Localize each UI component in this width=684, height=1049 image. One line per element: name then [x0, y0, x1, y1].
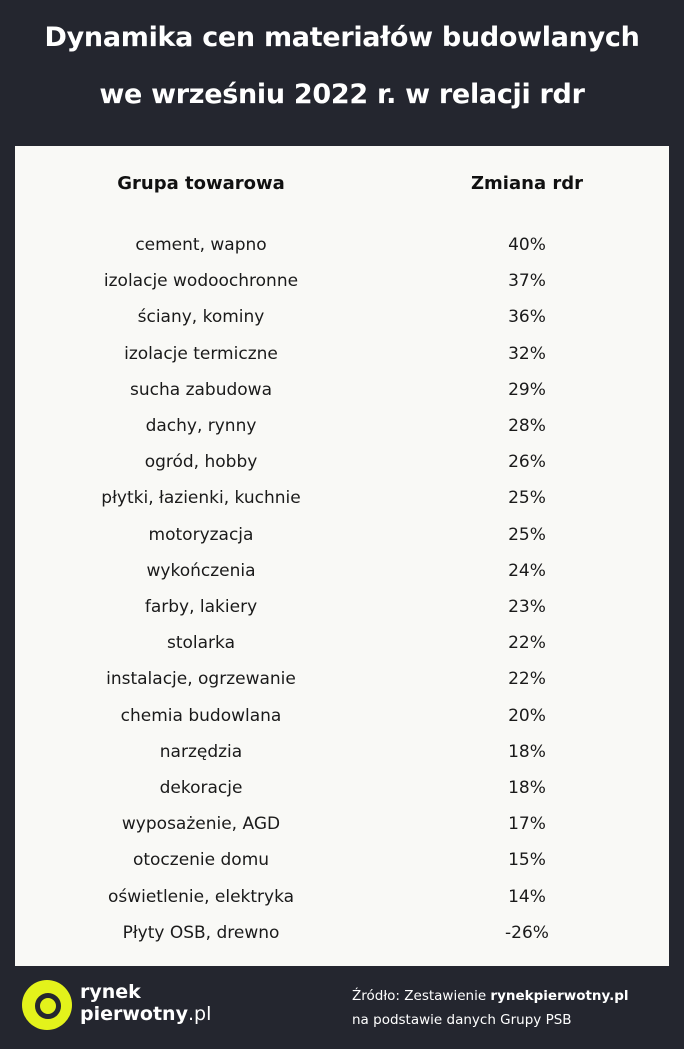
source-line1: [352, 988, 629, 1004]
row-group-name: ogród, hobby: [144, 452, 258, 472]
row-group-name: ściany, kominy: [137, 307, 265, 327]
table-row: [0, 778, 684, 808]
row-group-name: dachy, rynny: [145, 416, 257, 436]
row-change-value: 15%: [508, 850, 546, 870]
page-subtitle: we wrześniu 2022 r. w relacji rdr: [99, 79, 585, 110]
column-header-group: Grupa towarowa: [117, 173, 285, 194]
row-change-value: 22%: [508, 669, 546, 689]
table-row: [0, 380, 684, 410]
row-group-name: dekoracje: [159, 778, 243, 798]
row-change-value: 25%: [508, 525, 546, 545]
table-row: [0, 452, 684, 482]
table-row: [0, 525, 684, 555]
row-change-value: 20%: [508, 706, 546, 726]
row-group-name: sucha zabudowa: [130, 380, 272, 400]
source-prefix: Źródło: Zestawienie: [352, 988, 491, 1004]
row-change-value: 18%: [508, 778, 546, 798]
table-row: [0, 887, 684, 917]
row-group-name: farby, lakiery: [144, 597, 258, 617]
logo-ring-icon: [35, 993, 61, 1019]
row-change-value: 24%: [508, 561, 546, 581]
row-change-value: 40%: [508, 235, 546, 255]
row-group-name: Płyty OSB, drewno: [122, 923, 280, 943]
table-row: [0, 850, 684, 880]
table-row: [0, 706, 684, 736]
row-group-name: cement, wapno: [135, 235, 267, 255]
row-change-value: 28%: [508, 416, 546, 436]
table-row: [0, 344, 684, 374]
table-row: [0, 633, 684, 663]
row-change-value: 25%: [508, 488, 546, 508]
table-row: [0, 307, 684, 337]
row-change-value: 17%: [508, 814, 546, 834]
table-row: [0, 923, 684, 953]
logo-text-line1: rynek: [80, 981, 141, 1003]
table-row: [0, 742, 684, 772]
logo-text-line2: [80, 1003, 211, 1025]
logo-circle-icon: [22, 980, 72, 1030]
logo-text-bold: pierwotny: [80, 1003, 188, 1025]
row-group-name: wykończenia: [146, 561, 256, 581]
row-change-value: -26%: [505, 923, 549, 943]
row-change-value: 32%: [508, 344, 546, 364]
row-change-value: 18%: [508, 742, 546, 762]
table-row: [0, 597, 684, 627]
table-row: [0, 235, 684, 265]
table-row: [0, 488, 684, 518]
row-group-name: izolacje termiczne: [124, 344, 278, 364]
row-change-value: 22%: [508, 633, 546, 653]
column-header-change: Zmiana rdr: [471, 173, 583, 194]
row-group-name: chemia budowlana: [120, 706, 282, 726]
source-site: rynekpierwotny.pl: [490, 988, 629, 1004]
table-row: [0, 416, 684, 446]
row-change-value: 23%: [508, 597, 546, 617]
table-row: [0, 561, 684, 591]
row-group-name: płytki, łazienki, kuchnie: [101, 488, 301, 508]
logo-text-suffix: .pl: [187, 1003, 212, 1025]
row-group-name: narzędzia: [159, 742, 243, 762]
source-line2: na podstawie danych Grupy PSB: [352, 1012, 572, 1028]
table-row: [0, 669, 684, 699]
row-change-value: 26%: [508, 452, 546, 472]
row-change-value: 36%: [508, 307, 546, 327]
page-title: Dynamika cen materiałów budowlanych: [44, 22, 640, 53]
row-group-name: otoczenie domu: [132, 850, 270, 870]
row-group-name: stolarka: [166, 633, 236, 653]
row-group-name: instalacje, ogrzewanie: [106, 669, 296, 689]
row-group-name: izolacje wodoochronne: [103, 271, 299, 291]
row-group-name: wyposażenie, AGD: [121, 814, 281, 834]
row-change-value: 29%: [508, 380, 546, 400]
row-change-value: 14%: [508, 887, 546, 907]
table-row: [0, 814, 684, 844]
table-row: [0, 271, 684, 301]
row-group-name: motoryzacja: [148, 525, 254, 545]
row-change-value: 37%: [508, 271, 546, 291]
row-group-name: oświetlenie, elektryka: [107, 887, 295, 907]
